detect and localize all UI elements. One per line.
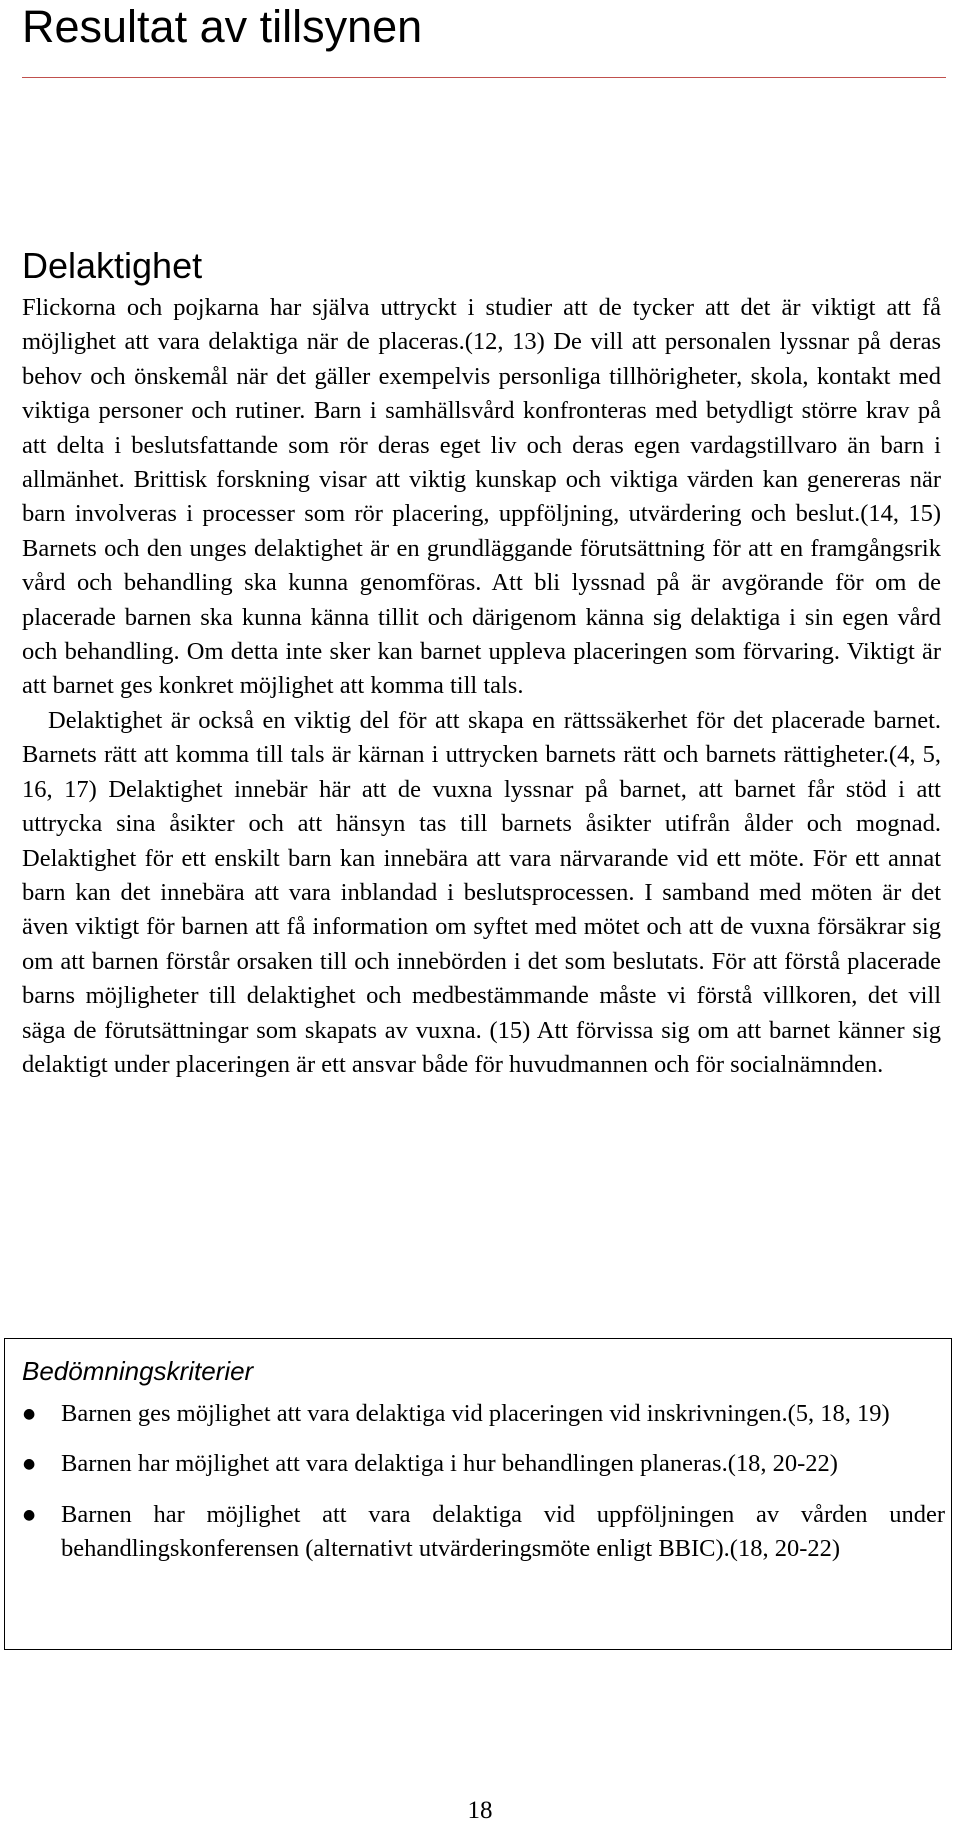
page-number: 18: [467, 1797, 493, 1824]
bullet-dot-icon: ●: [23, 1406, 36, 1422]
paragraph: Flickorna och pojkarna har själva uttryckt i studier att de tycker att det är viktigt att få möjlighet att vara delaktiga när de placeras.(12, 13) De vill att personalen lyssnar på deras behov och önskemål när det gäller exempelvis personliga tillhörigheter, skola, kontakt med viktiga personer och rutiner. Barn i samhällsvård konfronteras med betydligt större krav på att delta i beslutsfattande som rör deras eget liv och deras egen vardagstillvaro än barn i allmänhet. Brittisk forskning visar att viktig kunskap och viktiga värden kan genereras när barn involveras i processer som rör placering, uppföljning, utvärdering och beslut.(14, 15) Barnets och den unges delaktighet är en grundläggande förutsättning för att en framgångsrik vård och behandling ska kunna genomföras. Att bli lyssnad på är avgörande för om de placerade barnen ska kunna känna tillit och därigenom känna sig delaktiga i sin egen vård och behandling. Om detta inte sker kan barnet uppleva placeringen som förvaring. Viktigt är att barnet ges konkret möjlighet att komma till tals.: [22, 294, 941, 700]
body-text: [22, 291, 941, 1082]
list-item-text: Barnen har möjlighet att vara delaktiga i hur behandlingen planeras.(18, 20-22): [61, 1450, 838, 1478]
title-divider: [22, 77, 946, 78]
bullet-dot-icon: ●: [23, 1506, 36, 1523]
criteria-list: [23, 1397, 945, 1567]
section-heading: Delaktighet: [22, 245, 203, 286]
paragraph: Delaktighet är också en viktig del för att skapa en rättssäkerhet för det placerade barnet. Barnets rätt att komma till tals är kärnan i uttrycken barnets rätt och barnets rättigheter.(4, 5, 16, 17) Delaktighet innebär här att de vuxna lyssnar på barnet, att barnet får stöd i att uttrycka sina åsikter och att hänsyn tas till barnets åsikter utifrån ålder och mognad. Delaktighet för ett enskilt barn kan innebära att vara närvarande vid ett möte. För ett annat barn kan det innebära att vara inblandad i beslutsprocessen. I samband med möten är det även viktigt för barnen att få information om syftet med mötet och att de vuxna försäkrar sig om att barnen förstår orsaken till och innebörden i det som beslutats. För att förstå placerade barns möjligheter till delaktighet och medbestämmande måste vi förstå villkoren, det vill säga de förutsättningar som skapats av vuxna. (15) Att förvissa sig om att barnet känner sig delaktigt under placeringen är ett ansvar både för huvudmannen och för socialnämnden.: [22, 706, 941, 1078]
criteria-box: [4, 1338, 952, 1650]
criteria-heading: Bedömningskriterier: [22, 1356, 254, 1386]
page-title: Resultat av tillsynen: [22, 1, 423, 52]
list-item-text: Barnen har möjlighet att vara delaktiga vid uppföljningen av vården under behandlingskonferensen (alternativt utvärderingsmöte enligt BBIC).(18, 20-22): [61, 1500, 945, 1563]
list-item: [23, 1447, 945, 1481]
list-item: [23, 1397, 945, 1431]
list-item-text: Barnen ges möjlighet att vara delaktiga vid placeringen vid inskrivningen.(5, 18, 19): [61, 1400, 890, 1427]
bullet-dot-icon: ●: [23, 1456, 36, 1473]
list-item: [23, 1498, 945, 1567]
